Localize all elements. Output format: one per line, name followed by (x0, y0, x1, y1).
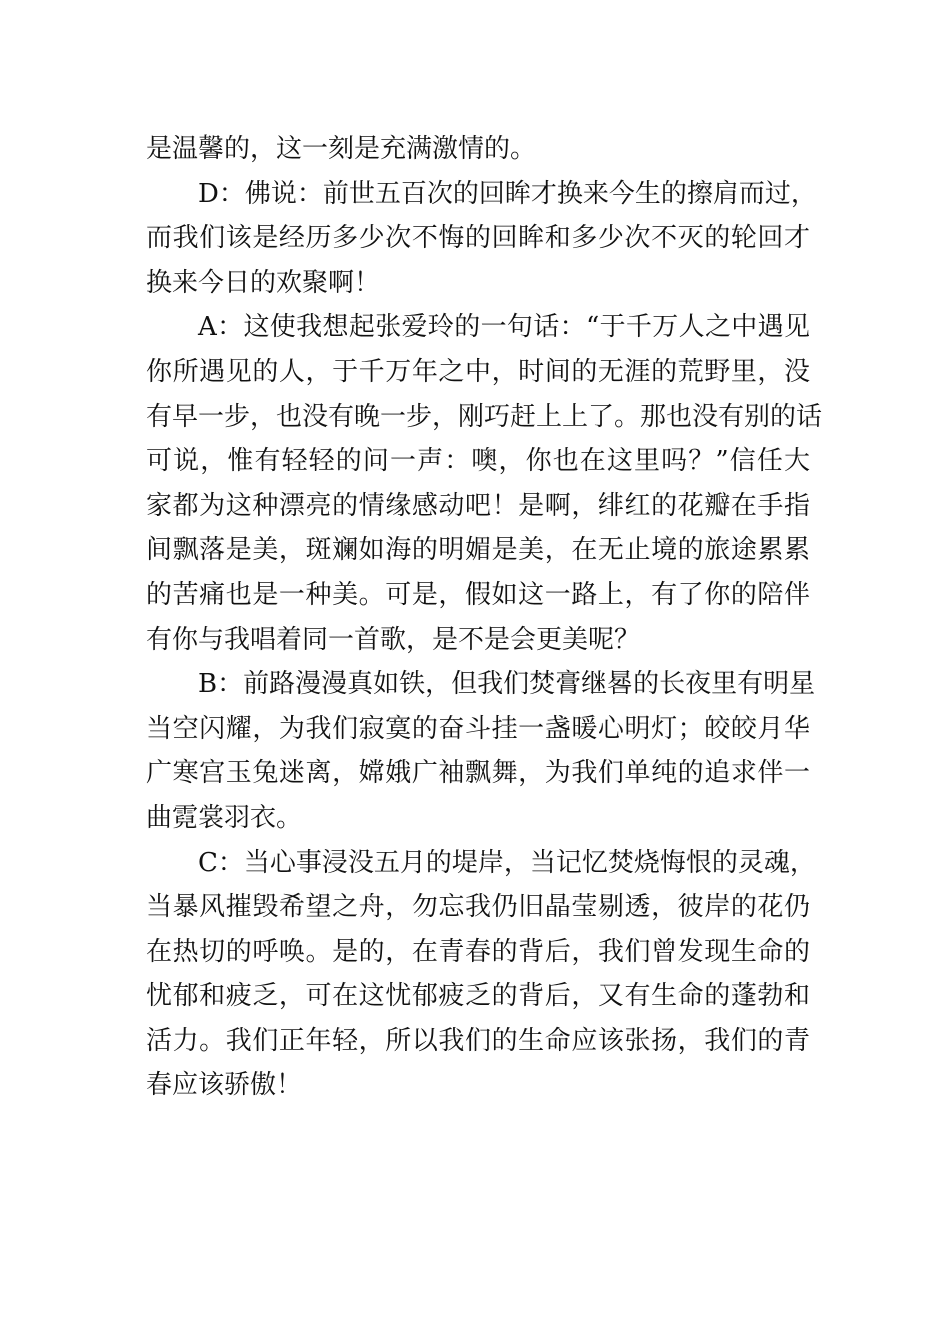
paragraph-line: 间飘落是美，斑斓如海的明媚是美，在无止境的旅途累累 (146, 535, 810, 566)
paragraph-line: 活力。我们正年轻，所以我们的生命应该张扬，我们的青 (146, 1025, 810, 1056)
paragraph-line: 当空闪耀，为我们寂寞的奋斗挂一盏暖心明灯；皎皎月华 (146, 713, 810, 744)
paragraph-line: 春应该骄傲！ (146, 1070, 303, 1101)
paragraph-line: 家都为这种漂亮的情缘感动吧！是啊，绯红的花瓣在手指 (146, 490, 810, 521)
paragraph-line: A：这使我想起张爱玲的一句话：“于千万人之中遇见 (198, 312, 810, 343)
paragraph-line: C：当心事浸没五月的堤岸，当记忆焚烧悔恨的灵魂， (198, 847, 816, 878)
paragraph-line: 而我们该是经历多少次不悔的回眸和多少次不灭的轮回才 (146, 223, 810, 254)
paragraph-line: 的苦痛也是一种美。可是，假如这一路上，有了你的陪伴 (146, 579, 810, 610)
paragraph-line: 曲霓裳羽衣。 (146, 802, 303, 833)
paragraph-line: 广寒宫玉兔迷离，嫦娥广袖飘舞，为我们单纯的追求伴一 (146, 758, 810, 789)
paragraph-line: 有你与我唱着同一首歌，是不是会更美呢？ (146, 624, 641, 655)
paragraph-line: 你所遇见的人，于千万年之中，时间的无涯的荒野里，没 (146, 356, 810, 387)
paragraph-line: 可说，惟有轻轻的问一声：噢，你也在这里吗？”信任大 (146, 446, 810, 477)
paragraph-line: 当暴风摧毁希望之舟，勿忘我仍旧晶莹剔透，彼岸的花仍 (146, 892, 810, 923)
document-body (146, 127, 823, 1108)
paragraph-line: 在热切的呼唤。是的，在青春的背后，我们曾发现生命的 (146, 936, 810, 967)
paragraph-line: 换来今日的欢聚啊！ (146, 267, 381, 298)
paragraph-line: 忧郁和疲乏，可在这忧郁疲乏的背后，又有生命的蓬勃和 (146, 981, 810, 1012)
paragraph-line: 是温馨的，这一刻是充满激情的。 (146, 134, 537, 164)
paragraph-line: 有早一步，也没有晚一步，刚巧赶上上了。那也没有别的话 (146, 401, 823, 432)
paragraph-line: D：佛说：前世五百次的回眸才换来今生的擦肩而过， (198, 178, 817, 209)
paragraph-line: B：前路漫漫真如铁，但我们焚膏继晷的长夜里有明星 (198, 669, 816, 700)
